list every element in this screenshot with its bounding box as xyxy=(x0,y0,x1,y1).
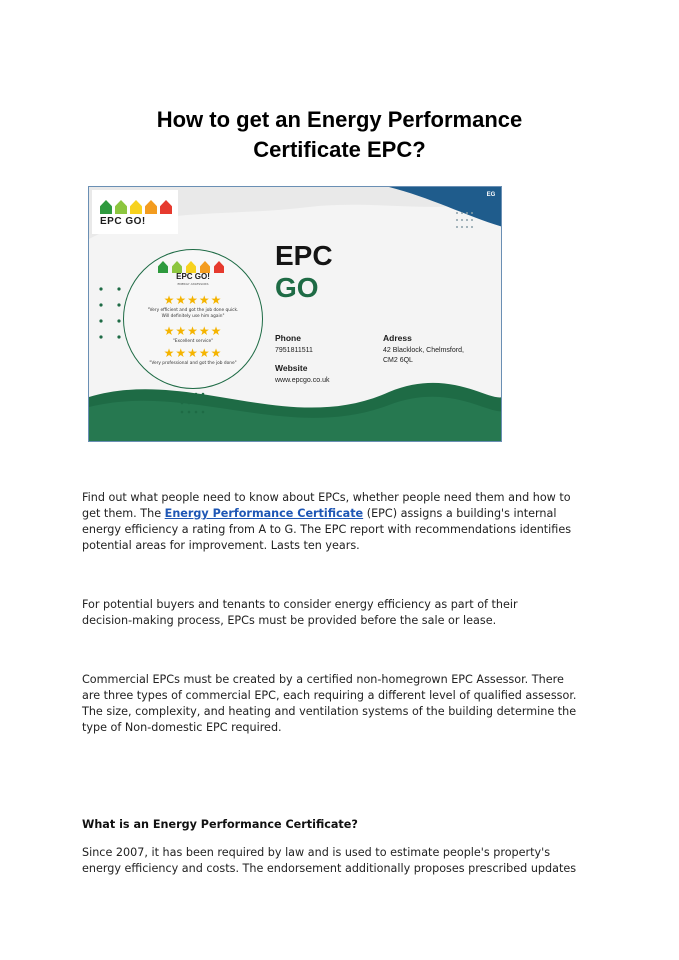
buyers-line-1: For potential buyers and tenants to consider energy efficiency as part of their xyxy=(82,598,518,611)
brand-go: GO xyxy=(275,272,319,303)
website-label: Website xyxy=(275,363,308,373)
review-3: "Very professional and got the job done" xyxy=(149,361,237,366)
epc-go-logo xyxy=(92,190,178,234)
address-line-1: 42 Blacklock, Chelmsford, xyxy=(383,347,464,354)
intro-line-2 xyxy=(82,506,596,522)
house-icon xyxy=(130,200,142,214)
circle-logo-subtitle: ENERGY ASSESSORS xyxy=(177,282,209,286)
commercial-line-2: are three types of commercial EPC, each requiring a different level of qualified assessor. xyxy=(82,689,577,702)
intro-pre-link: get them. The xyxy=(82,507,165,520)
definition-line-1: Since 2007, it has been required by law and is used to estimate people's property's xyxy=(82,846,551,859)
review-2: "Excellent service" xyxy=(172,339,214,344)
star-rating-3: ★★★★★ xyxy=(163,346,223,360)
logo-text: EPC GO! xyxy=(100,216,146,227)
house-icon xyxy=(100,200,112,214)
star-rating-1: ★★★★★ xyxy=(163,293,223,307)
houses-logo-icon xyxy=(92,190,178,216)
review-1-line-1: "Very efficient and got the job done quick. xyxy=(147,308,239,313)
dots-decoration-bottom xyxy=(179,391,209,421)
epc-link[interactable]: Energy Performance Certificate xyxy=(164,507,364,520)
review-1-line-2: Will definitely use him again" xyxy=(161,314,225,319)
address-line-2: CM2 6QL xyxy=(383,357,413,364)
commercial-paragraph xyxy=(82,672,596,736)
circle-logo-text: EPC GO! xyxy=(176,272,210,281)
intro-line-3: energy efficiency a rating from A to G. The EPC report with recommendations identifies xyxy=(82,523,572,536)
house-icon xyxy=(145,200,157,214)
phone-label: Phone xyxy=(275,333,301,343)
phone-value: 7951811511 xyxy=(275,347,313,354)
review-1 xyxy=(132,308,254,320)
star-rating-2: ★★★★★ xyxy=(163,324,223,338)
commercial-line-3: The size, complexity, and heating and ventilation systems of the building determine the xyxy=(82,705,577,718)
intro-post-link: (EPC) assigns a building's internal xyxy=(363,507,557,520)
buyers-paragraph xyxy=(82,597,596,629)
website-value: www.epcgo.co.uk xyxy=(275,377,330,384)
eg-badge: EG xyxy=(484,190,498,200)
address-label: Adress xyxy=(383,333,412,343)
brand-epc: EPC xyxy=(275,240,333,271)
address-value xyxy=(383,346,464,366)
epc-go-banner-image xyxy=(88,186,502,442)
reviews-circle xyxy=(123,249,263,389)
section-heading: What is an Energy Performance Certificate? xyxy=(82,818,358,831)
commercial-line-1: Commercial EPCs must be created by a certified non-homegrown EPC Assessor. There xyxy=(82,673,564,686)
definition-line-2: energy efficiency and costs. The endorsement additionally proposes prescribed updates xyxy=(82,862,577,875)
intro-line-4: potential areas for improvement. Lasts ten years. xyxy=(82,539,360,552)
title-line-1: How to get an Energy Performance xyxy=(156,107,523,132)
title-line-2: Certificate EPC? xyxy=(253,137,426,162)
intro-paragraph xyxy=(82,490,596,554)
buyers-line-2: decision-making process, EPCs must be provided before the sale or lease. xyxy=(82,614,497,627)
intro-line-1: Find out what people need to know about EPCs, whether people need them and how to xyxy=(82,491,571,504)
definition-paragraph xyxy=(82,845,596,877)
house-icon xyxy=(160,200,172,214)
dots-decoration-top-right xyxy=(455,211,475,239)
page-title xyxy=(0,105,679,165)
house-icon xyxy=(115,200,127,214)
commercial-line-4: type of Non-domestic EPC required. xyxy=(82,721,282,734)
